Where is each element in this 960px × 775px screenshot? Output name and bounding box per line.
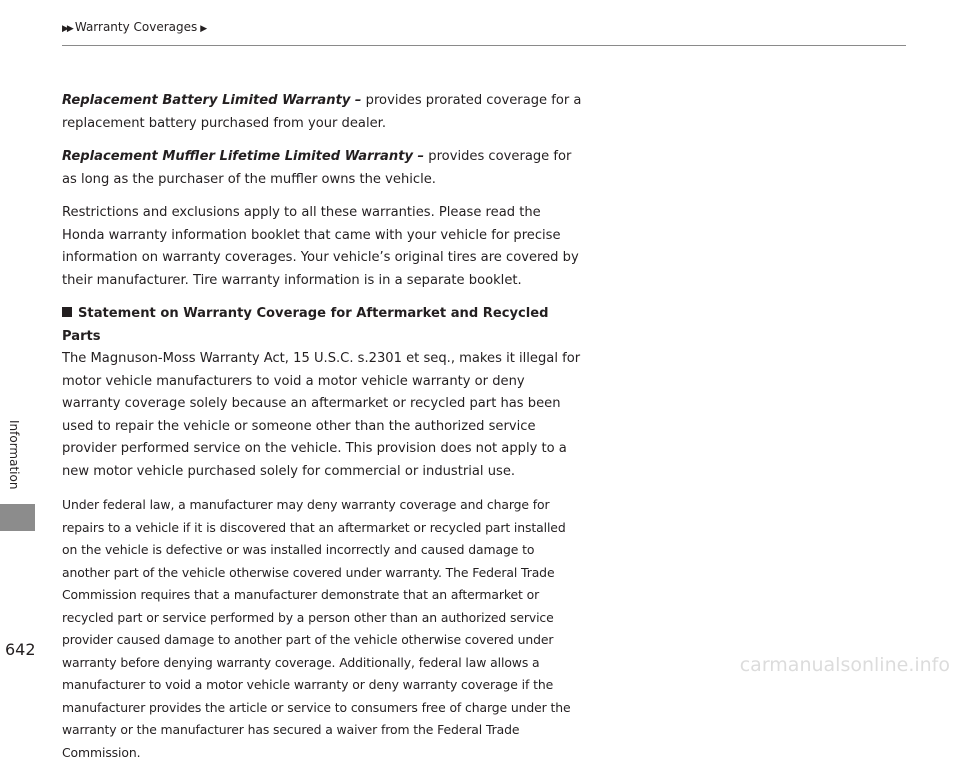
section-tab bbox=[0, 504, 35, 531]
double-triangle-icon: ▶▶ bbox=[62, 24, 72, 34]
paragraph-federal-law: Under federal law, a manufacturer may deny warranty coverage and charge for repairs to a vehicle if it is discovered that an aftermarket or recycled part installed on the vehicle is defective or was installed incorrectly and caused damage to another part of the vehicle otherwise covered under warranty. The Federal Trade Commission requires that a manufacturer demonstrate that an aftermarket or recycled part or service performed by a person other than an authorized service provider caused damage to another part of the vehicle otherwise covered under warranty before denying warranty coverage. Additionally, federal law allows a manufacturer to void a motor vehicle warranty or deny warranty coverage if the manufacturer provides the article or service to consumers free of charge under the warranty or the manufacturer has secured a waiver from the Federal Trade Commission. bbox=[62, 497, 571, 760]
breadcrumb-label: Warranty Coverages bbox=[74, 20, 198, 34]
paragraph-restrictions: Restrictions and exclusions apply to all these warranties. Please read the Honda warranty information booklet that came with your vehicle for precise information on warranty coverages. Your vehicle’s original tires are covered by their manufacturer. Tire warranty information is in a separate booklet. bbox=[62, 205, 579, 288]
header-divider bbox=[62, 45, 906, 46]
heading-text: Statement on Warranty Coverage for Aftermarket and Recycled Parts bbox=[62, 306, 549, 344]
page-content bbox=[62, 90, 582, 775]
breadcrumb bbox=[62, 20, 207, 34]
paragraph-text: provides prorated coverage for a replacement battery purchased from your dealer. bbox=[62, 93, 582, 131]
paragraph-battery-warranty bbox=[62, 90, 582, 135]
page-number: 642 bbox=[5, 640, 36, 659]
section-label: Information bbox=[7, 420, 21, 490]
triangle-icon: ▶ bbox=[200, 24, 208, 34]
term-battery: Replacement Battery Limited Warranty – bbox=[62, 93, 362, 108]
term-muffler: Replacement Muffler Lifetime Limited Warranty – bbox=[62, 149, 425, 164]
paragraph-text: provides coverage for as long as the purchaser of the muffler owns the vehicle. bbox=[62, 149, 572, 187]
watermark: carmanualsonline.info bbox=[739, 654, 950, 676]
section-heading bbox=[62, 303, 582, 348]
paragraph-magnuson-moss: The Magnuson-Moss Warranty Act, 15 U.S.C. s.2301 et seq., makes it illegal for motor vehicle manufacturers to void a motor vehicle warranty or deny warranty coverage solely because an aftermarket or recycled part has been used to repair the vehicle or someone other than the authorized service provider performed service on the vehicle. This provision does not apply to a new motor vehicle purchased solely for commercial or industrial use. bbox=[62, 351, 581, 479]
paragraph-muffler-warranty bbox=[62, 146, 582, 191]
square-bullet-icon bbox=[62, 307, 72, 317]
